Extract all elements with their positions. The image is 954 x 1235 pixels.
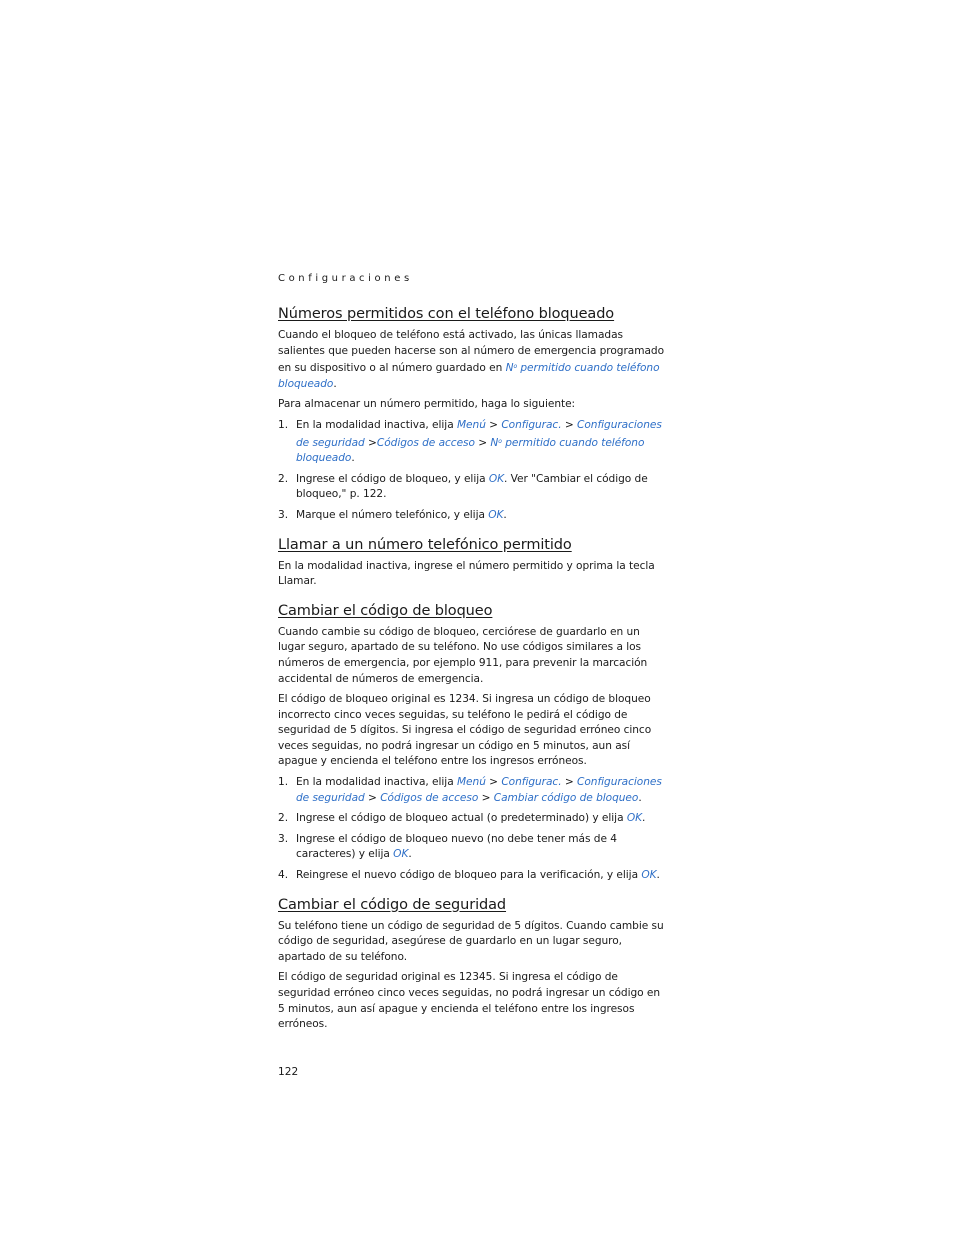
text: En la modalidad inactiva, elija: [296, 776, 457, 789]
list-item: [278, 811, 670, 827]
ok-link[interactable]: OK: [488, 508, 504, 521]
ok-link[interactable]: OK: [393, 848, 409, 861]
separator: >: [364, 436, 377, 449]
text: En la modalidad inactiva, elija: [296, 418, 457, 431]
menu-link[interactable]: Códigos de acceso: [376, 436, 475, 449]
step-text: [296, 832, 670, 863]
document-page: [278, 272, 670, 1079]
text: .: [333, 377, 337, 390]
text: .: [503, 508, 507, 521]
menu-link[interactable]: Menú: [456, 418, 486, 431]
paragraph: El código de bloqueo original es 1234. Si ingresa un código de bloqueo incorrecto cinco veces seguidas, su teléfono le pedirá el código de seguridad de 5 dígitos. Si ingresa el código de seguridad erróneo cinco veces seguidas, no podrá ingresar un código en 5 minutos, aun así apague y encienda el teléfono entre los ingresos erróneos.: [278, 693, 652, 768]
link-text: permitido cuando teléfono bloqueado: [296, 436, 645, 465]
step-number: 2.: [278, 812, 289, 825]
paragraph: En la modalidad inactiva, ingrese el número permitido y oprima la tecla Llamar.: [278, 559, 655, 588]
menu-link[interactable]: Configuraciones de seguridad: [296, 776, 662, 804]
step-text: [296, 472, 670, 503]
text: .: [351, 452, 355, 465]
menu-link[interactable]: Configurac.: [501, 418, 562, 431]
list-item: [278, 508, 670, 524]
paragraph: Su teléfono tiene un código de seguridad de 5 dígitos. Cuando cambie su código de seguridad, asegúrese de guardarlo en un lugar seguro, apartado de su teléfono.: [278, 919, 664, 963]
menu-link[interactable]: Menú: [456, 776, 486, 789]
step-number: 1.: [278, 776, 289, 789]
section-change-security-code: [278, 896, 670, 1033]
menu-link[interactable]: Configuraciones de seguridad: [296, 418, 662, 449]
step-number: 3.: [278, 508, 289, 521]
text: Ingrese el código de bloqueo, y elija: [296, 472, 489, 485]
section-heading: Cambiar el código de seguridad: [278, 896, 507, 913]
section-heading: Cambiar el código de bloqueo: [278, 602, 493, 619]
ok-link[interactable]: OK: [626, 812, 643, 825]
separator: >: [561, 776, 577, 789]
list-item: [278, 472, 670, 503]
menu-link[interactable]: Configurac.: [501, 776, 562, 789]
section-call-permitted: [278, 536, 670, 590]
steps-list: [278, 775, 670, 884]
list-item: [278, 868, 670, 884]
step-text: [296, 775, 670, 806]
step-text: [296, 811, 670, 827]
paragraph: Para almacenar un número permitido, haga lo siguiente:: [278, 398, 576, 411]
menu-link[interactable]: Cambiar código de bloqueo: [493, 791, 639, 804]
step-text: [296, 508, 670, 524]
section-permitted-numbers: [278, 305, 670, 524]
text: .: [638, 791, 642, 804]
step-text: [296, 868, 670, 884]
section-heading: Llamar a un número telefónico permitido: [278, 536, 572, 553]
list-item: [278, 418, 670, 467]
text: Ingrese el código de bloqueo nuevo (no debe tener más de 4 caracteres) y elija: [296, 832, 617, 861]
section-change-lock-code: [278, 602, 670, 884]
section-heading: Números permitidos con el teléfono bloqueado: [278, 306, 615, 322]
step-number: 2.: [278, 472, 289, 485]
text: . Ver "Cambiar el código de bloqueo," p. 122.: [296, 472, 648, 501]
link-text: N: [490, 436, 499, 449]
paragraph: [278, 328, 670, 392]
text: Ingrese el código de bloqueo actual (o predeterminado) y elija: [296, 812, 627, 825]
link-text: N: [505, 362, 514, 375]
paragraph: Cuando cambie su código de bloqueo, cerciórese de guardarlo en un lugar seguro, apartado de su teléfono. No use códigos similares a los números de emergencia, por ejemplo 911, para prevenir la marcación accidental de números de emergencia.: [278, 625, 648, 685]
paragraph: El código de seguridad original es 12345. Si ingresa el código de seguridad erróneo cinco veces seguidas, no podrá ingresar un código en 5 minutos, aun así apague y encienda el teléfono entre los ingresos erróneos.: [278, 971, 661, 1031]
step-number: 3.: [278, 832, 289, 845]
superscript: o: [498, 437, 502, 445]
text: Reingrese el nuevo código de bloqueo para la verificación, y elija: [296, 869, 642, 882]
text: Cuando el bloqueo de teléfono está activado, las únicas llamadas salientes que pueden hacerse son al número de emergencia programado en su dispositivo o al número guardado en: [278, 329, 665, 375]
list-item: [278, 775, 670, 806]
text: .: [408, 848, 412, 861]
menu-link[interactable]: Códigos de acceso: [380, 791, 479, 804]
ok-link[interactable]: OK: [488, 472, 505, 485]
steps-list: [278, 418, 670, 524]
separator: >: [478, 791, 494, 804]
separator: >: [485, 776, 502, 789]
running-head: Configuraciones: [278, 273, 413, 284]
step-text: [296, 418, 670, 467]
text: Marque el número telefónico, y elija: [296, 508, 489, 521]
ok-link[interactable]: OK: [641, 869, 657, 882]
text: .: [642, 812, 646, 825]
separator: >: [561, 418, 577, 431]
separator: >: [474, 436, 491, 449]
superscript: o: [513, 363, 518, 371]
separator: >: [485, 418, 502, 431]
step-number: 1.: [278, 418, 289, 431]
page-number: 122: [278, 1065, 299, 1078]
list-item: [278, 832, 670, 863]
link-text: permitido cuando teléfono bloqueado: [278, 362, 660, 390]
step-number: 4.: [278, 869, 289, 882]
text: .: [656, 869, 660, 882]
separator: >: [364, 791, 381, 804]
